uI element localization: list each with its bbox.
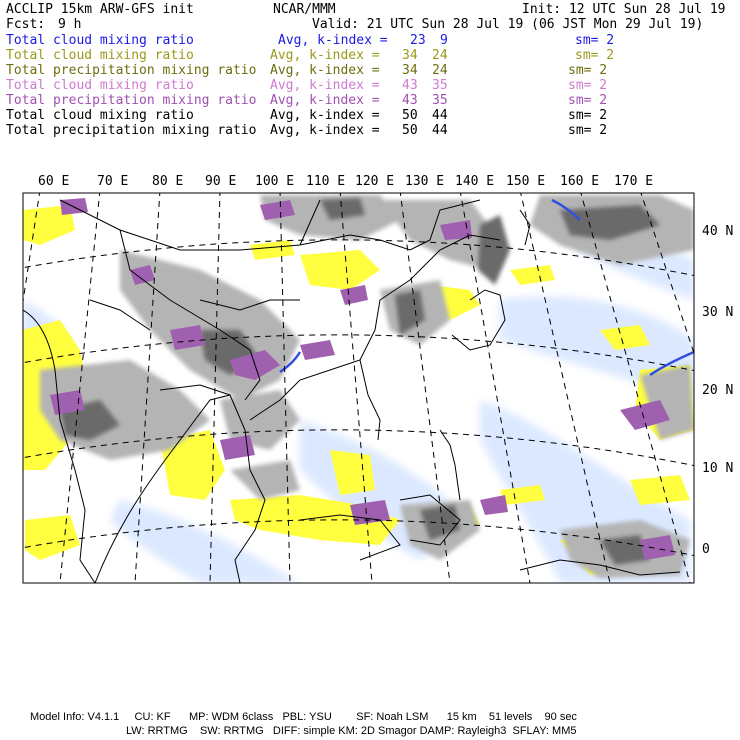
lon-label: 170 E [614, 174, 654, 189]
legend-avg-label: Avg, k-index = [270, 78, 380, 93]
lat-label: 20 N [702, 383, 734, 398]
legend-k-to: 24 [432, 63, 448, 78]
legend-field-name: Total cloud mixing ratio [6, 48, 194, 63]
model-physics-line: LW: RRTMG SW: RRTMG DIFF: simple KM: 2D Smagor DAMP: Rayleigh3 SFLAY: MM5 [126, 725, 577, 737]
legend-avg-label: Avg, k-index = [270, 63, 380, 78]
lat-label: 30 N [702, 305, 734, 320]
legend-k-from: 43 [402, 78, 418, 93]
legend-sm: sm= 2 [568, 63, 608, 78]
legend-field-name: Total cloud mixing ratio [6, 78, 194, 93]
legend-k-from: 50 [402, 123, 418, 138]
lon-label: 160 E [560, 174, 600, 189]
legend-sm: sm= 2 [575, 33, 615, 48]
lon-label: 90 E [205, 174, 237, 189]
lat-label: 10 N [702, 461, 734, 476]
lon-label: 120 E [355, 174, 395, 189]
legend-k-to: 44 [432, 123, 448, 138]
lon-label: 110 E [306, 174, 346, 189]
lon-label: 100 E [255, 174, 295, 189]
legend-field-name: Total precipitation mixing ratio [6, 123, 257, 138]
lat-label: 40 N [702, 224, 734, 239]
lon-label: 130 E [405, 174, 445, 189]
lon-label: 140 E [455, 174, 495, 189]
legend-k-to: 24 [432, 48, 448, 63]
legend-k-to: 9 [440, 33, 448, 48]
legend-k-from: 34 [402, 48, 418, 63]
org-label: NCAR/MMM [273, 2, 336, 17]
legend-field-name: Total precipitation mixing ratio [6, 63, 257, 78]
legend-field-name: Total precipitation mixing ratio [6, 93, 257, 108]
legend-avg-label: Avg, k-index = [278, 33, 388, 48]
legend-sm: sm= 2 [568, 78, 608, 93]
legend-avg-label: Avg, k-index = [270, 93, 380, 108]
legend-sm: sm= 2 [568, 108, 608, 123]
legend-avg-label: Avg, k-index = [270, 48, 380, 63]
fcst-label: Fcst: [6, 17, 46, 32]
legend-avg-label: Avg, k-index = [270, 108, 380, 123]
legend-k-from: 50 [402, 108, 418, 123]
legend-field-name: Total cloud mixing ratio [6, 108, 194, 123]
lon-label: 60 E [38, 174, 70, 189]
lon-label: 80 E [152, 174, 184, 189]
lon-label: 150 E [506, 174, 546, 189]
lon-label: 70 E [97, 174, 129, 189]
model-info-line: Model Info: V4.1.1 CU: KF MP: WDM 6class PBL: YSU SF: Noah LSM 15 km 51 levels 90 sec [30, 711, 577, 723]
valid-time: Valid: 21 UTC Sun 28 Jul 19 (06 JST Mon 29 Jul 19) [312, 17, 704, 32]
legend-sm: sm= 2 [568, 93, 608, 108]
legend-k-to: 35 [432, 78, 448, 93]
legend-k-to: 44 [432, 108, 448, 123]
fcst-value: 9 h [58, 17, 82, 32]
legend-sm: sm= 2 [575, 48, 615, 63]
legend-k-from: 34 [402, 63, 418, 78]
legend-k-from: 43 [402, 93, 418, 108]
lat-label: 0 [702, 542, 710, 557]
model-title: ACCLIP 15km ARW-GFS init [6, 2, 194, 17]
legend-field-name: Total cloud mixing ratio [6, 33, 194, 48]
init-time: Init: 12 UTC Sun 28 Jul 19 [522, 2, 726, 17]
legend-avg-label: Avg, k-index = [270, 123, 380, 138]
legend-sm: sm= 2 [568, 123, 608, 138]
legend-k-from: 23 [410, 33, 426, 48]
legend-k-to: 35 [432, 93, 448, 108]
